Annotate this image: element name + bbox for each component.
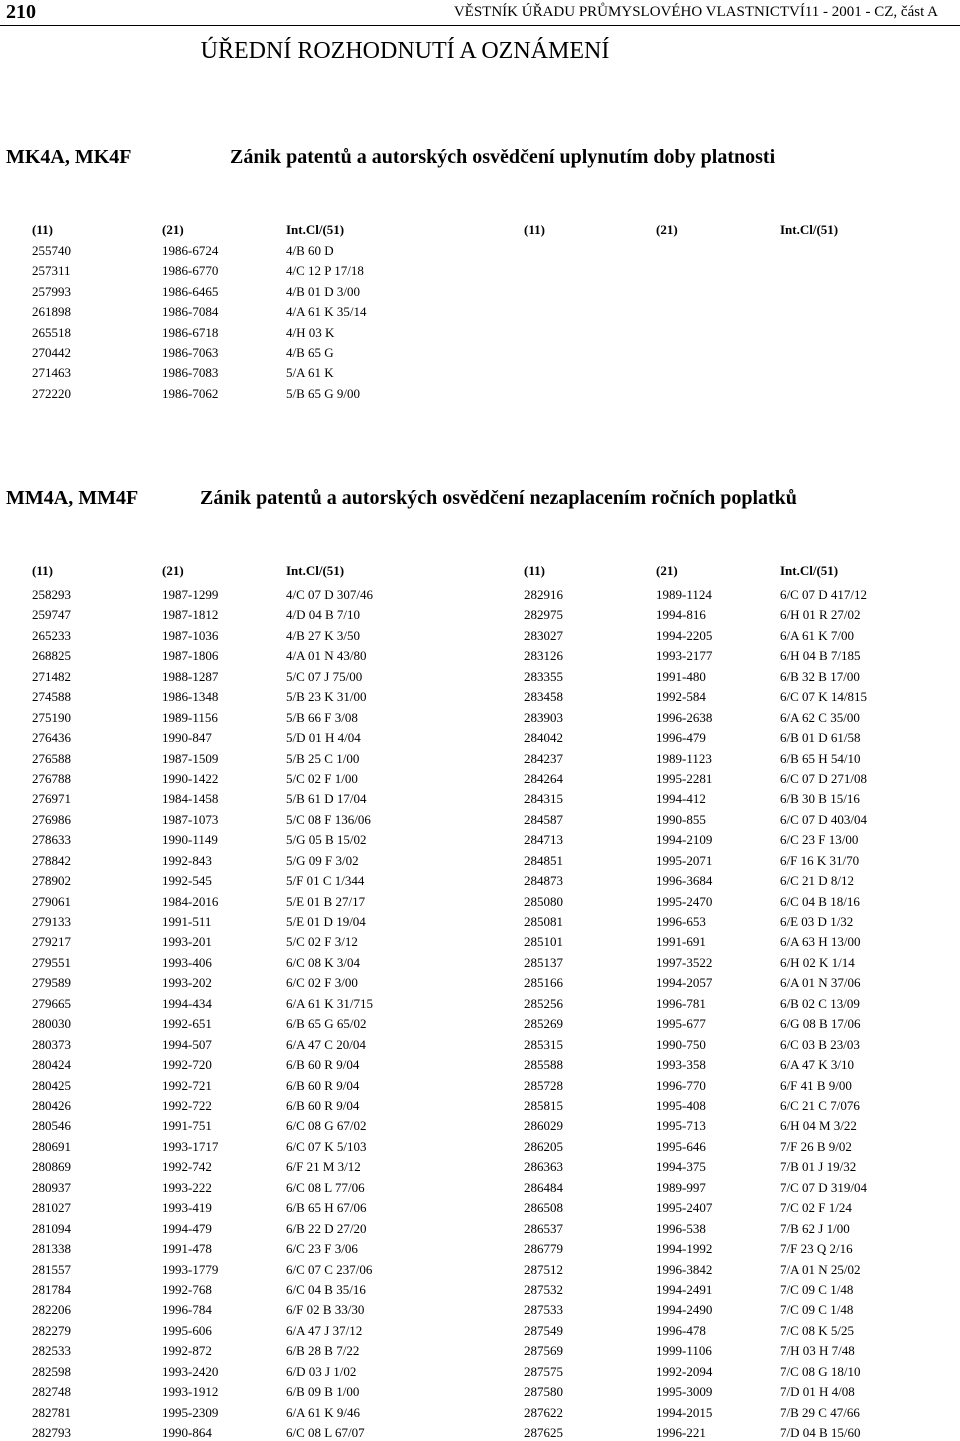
col-header-classification-s2-left: Int.Cl/(51) bbox=[286, 563, 345, 578]
s2-right-classification-cell: 6/H 02 K 1/14 bbox=[780, 954, 855, 970]
s2-right-number-cell: 287533 bbox=[524, 1302, 563, 1318]
s2-right-application-cell: 1994-2490 bbox=[656, 1302, 713, 1318]
s2-right-number-cell: 285081 bbox=[524, 914, 563, 930]
section-2-code: MM4A, MM4F bbox=[6, 487, 139, 509]
s2-left-application-cell: 1993-2420 bbox=[162, 1363, 219, 1379]
s2-right-application-cell: 1995-408 bbox=[656, 1098, 706, 1113]
s2-right-classification-cell: 7/B 62 J 1/00 bbox=[780, 1220, 850, 1236]
s2-left-classification-cell: 5/C 08 F 136/06 bbox=[286, 811, 371, 827]
s2-right-application-cell: 1995-3009 bbox=[656, 1384, 713, 1400]
s2-right-classification-cell: 6/C 21 C 7/076 bbox=[780, 1098, 860, 1113]
s2-left-classification-cell: 6/B 65 G 65/02 bbox=[286, 1016, 367, 1032]
s2-right-classification-cell: 6/F 41 B 9/00 bbox=[780, 1077, 852, 1093]
col-header-number-s1-left: (11) bbox=[32, 222, 53, 237]
s2-left-application-cell: 1993-201 bbox=[162, 934, 212, 950]
s2-left-number-cell: 271482 bbox=[32, 668, 71, 684]
s2-left-classification-cell: 6/B 65 H 67/06 bbox=[286, 1200, 367, 1216]
s2-left-classification-cell: 6/B 28 B 7/22 bbox=[286, 1343, 360, 1359]
s1-left-number-cell: 265518 bbox=[32, 324, 71, 340]
s1-left-application-cell: 1986-7083 bbox=[162, 365, 219, 381]
s1-left-application-cell: 1986-7063 bbox=[162, 345, 219, 360]
s2-right-number-cell: 287622 bbox=[524, 1404, 563, 1420]
s2-left-classification-cell: 5/C 07 J 75/00 bbox=[286, 668, 363, 684]
s2-right-number-cell: 284713 bbox=[524, 832, 563, 848]
s2-left-classification-cell: 6/B 60 R 9/04 bbox=[286, 1098, 360, 1113]
s2-right-number-cell: 283027 bbox=[524, 627, 563, 643]
s2-right-classification-cell: 6/B 02 C 13/09 bbox=[780, 995, 860, 1011]
s2-left-number-cell: 280426 bbox=[32, 1098, 71, 1113]
s2-right-classification-cell: 6/C 04 B 18/16 bbox=[780, 893, 860, 909]
s2-right-number-cell: 285728 bbox=[524, 1077, 563, 1093]
s2-right-classification-cell: 6/A 62 C 35/00 bbox=[780, 709, 860, 725]
s2-left-application-cell: 1990-847 bbox=[162, 730, 212, 746]
s1-left-classification-cell: 4/B 65 G bbox=[286, 345, 334, 360]
s2-right-classification-cell: 6/F 16 K 31/70 bbox=[780, 852, 860, 868]
s2-left-number-cell: 274588 bbox=[32, 689, 71, 705]
s2-left-number-cell: 280373 bbox=[32, 1036, 71, 1052]
s2-left-number-cell: 280546 bbox=[32, 1118, 71, 1134]
s2-left-classification-cell: 6/B 60 R 9/04 bbox=[286, 1077, 360, 1093]
s2-right-classification-cell: 6/B 32 B 17/00 bbox=[780, 668, 860, 684]
section-2-title: Zánik patentů a autorských osvědčení nezaplacením ročních poplatků bbox=[200, 487, 797, 509]
s2-right-number-cell: 286205 bbox=[524, 1138, 563, 1154]
s2-right-classification-cell: 6/A 01 N 37/06 bbox=[780, 975, 861, 991]
s1-left-number-cell: 271463 bbox=[32, 365, 71, 381]
s2-right-number-cell: 286029 bbox=[524, 1118, 563, 1134]
s2-right-number-cell: 285256 bbox=[524, 995, 563, 1011]
s2-right-classification-cell: 7/C 08 G 18/10 bbox=[780, 1363, 861, 1379]
s2-left-classification-cell: 4/A 01 N 43/80 bbox=[286, 648, 367, 664]
s2-left-number-cell: 259747 bbox=[32, 607, 71, 623]
s2-right-number-cell: 283458 bbox=[524, 689, 563, 705]
s2-right-number-cell: 287625 bbox=[524, 1425, 563, 1441]
s2-right-application-cell: 1995-677 bbox=[656, 1016, 706, 1032]
s2-right-application-cell: 1994-2015 bbox=[656, 1404, 713, 1420]
s1-left-classification-cell: 4/H 03 K bbox=[286, 324, 335, 340]
s2-right-application-cell: 1996-479 bbox=[656, 730, 706, 746]
s2-left-number-cell: 280937 bbox=[32, 1179, 71, 1195]
s2-left-number-cell: 282533 bbox=[32, 1343, 71, 1359]
s2-left-classification-cell: 6/C 08 L 77/06 bbox=[286, 1179, 365, 1195]
s2-left-number-cell: 279589 bbox=[32, 975, 71, 991]
s2-left-number-cell: 282279 bbox=[32, 1322, 71, 1338]
s2-left-application-cell: 1991-751 bbox=[162, 1118, 212, 1134]
s2-left-classification-cell: 5/C 02 F 3/12 bbox=[286, 934, 358, 950]
s2-left-application-cell: 1990-864 bbox=[162, 1425, 212, 1441]
s1-left-number-cell: 272220 bbox=[32, 385, 71, 401]
s2-left-application-cell: 1994-507 bbox=[162, 1036, 212, 1052]
s2-right-application-cell: 1997-3522 bbox=[656, 954, 713, 970]
s2-right-classification-cell: 6/C 07 K 14/815 bbox=[780, 689, 868, 705]
s2-right-number-cell: 285269 bbox=[524, 1016, 563, 1032]
s2-left-classification-cell: 6/C 02 F 3/00 bbox=[286, 975, 358, 991]
s2-right-classification-cell: 6/A 63 H 13/00 bbox=[780, 934, 861, 950]
s2-right-classification-cell: 7/F 26 B 9/02 bbox=[780, 1138, 852, 1154]
s2-right-application-cell: 1996-2638 bbox=[656, 709, 713, 725]
s2-right-application-cell: 1996-478 bbox=[656, 1322, 706, 1338]
s2-left-number-cell: 276436 bbox=[32, 730, 71, 746]
s2-left-application-cell: 1987-1073 bbox=[162, 811, 219, 827]
s2-left-application-cell: 1987-1806 bbox=[162, 648, 219, 664]
s2-left-number-cell: 280691 bbox=[32, 1138, 71, 1154]
s2-right-classification-cell: 6/B 65 H 54/10 bbox=[780, 750, 861, 766]
col-header-number-s2-left: (11) bbox=[32, 563, 53, 578]
s2-left-classification-cell: 6/C 07 C 237/06 bbox=[286, 1261, 373, 1277]
s2-right-number-cell: 287549 bbox=[524, 1322, 563, 1338]
s2-left-classification-cell: 6/C 23 F 3/06 bbox=[286, 1241, 358, 1257]
s2-left-classification-cell: 4/D 04 B 7/10 bbox=[286, 607, 361, 623]
s2-right-application-cell: 1994-2057 bbox=[656, 975, 713, 991]
s2-right-number-cell: 282975 bbox=[524, 607, 563, 623]
s2-right-number-cell: 285315 bbox=[524, 1036, 563, 1052]
s2-right-application-cell: 1989-997 bbox=[656, 1179, 706, 1195]
s1-left-application-cell: 1986-6718 bbox=[162, 324, 219, 340]
s2-right-number-cell: 285166 bbox=[524, 975, 563, 991]
s2-right-classification-cell: 6/G 08 B 17/06 bbox=[780, 1016, 861, 1032]
s1-left-classification-cell: 4/B 01 D 3/00 bbox=[286, 283, 361, 299]
s1-left-application-cell: 1986-6770 bbox=[162, 263, 219, 279]
s2-left-application-cell: 1992-545 bbox=[162, 873, 212, 889]
s1-left-classification-cell: 4/B 60 D bbox=[286, 243, 334, 258]
s2-left-classification-cell: 6/B 22 D 27/20 bbox=[286, 1220, 367, 1236]
s2-right-classification-cell: 7/B 29 C 47/66 bbox=[780, 1404, 860, 1420]
col-header-classification-s1-left: Int.Cl/(51) bbox=[286, 222, 345, 237]
s2-right-number-cell: 286779 bbox=[524, 1241, 563, 1257]
s2-left-application-cell: 1993-222 bbox=[162, 1179, 212, 1195]
s1-left-classification-cell: 5/B 65 G 9/00 bbox=[286, 385, 361, 401]
s2-right-number-cell: 286537 bbox=[524, 1220, 563, 1236]
s2-left-application-cell: 1994-434 bbox=[162, 995, 212, 1011]
col-header-number-s1-right: (11) bbox=[524, 222, 545, 237]
s2-left-classification-cell: 6/A 47 C 20/04 bbox=[286, 1036, 366, 1052]
s2-right-classification-cell: 6/C 07 D 271/08 bbox=[780, 770, 868, 786]
s2-right-number-cell: 284264 bbox=[524, 770, 563, 786]
s2-left-number-cell: 278842 bbox=[32, 852, 71, 868]
s2-left-classification-cell: 6/C 08 L 67/07 bbox=[286, 1425, 365, 1441]
s1-left-application-cell: 1986-6465 bbox=[162, 283, 219, 299]
s2-left-application-cell: 1993-202 bbox=[162, 975, 212, 991]
s2-left-application-cell: 1992-872 bbox=[162, 1343, 212, 1359]
s2-left-classification-cell: 6/A 47 J 37/12 bbox=[286, 1322, 363, 1338]
s2-left-classification-cell: 6/C 08 K 3/04 bbox=[286, 954, 361, 970]
s2-left-classification-cell: 5/D 01 H 4/04 bbox=[286, 730, 361, 746]
s2-right-application-cell: 1999-1106 bbox=[656, 1343, 712, 1359]
s2-left-number-cell: 282598 bbox=[32, 1363, 71, 1379]
col-header-classification-s2-right: Int.Cl/(51) bbox=[780, 563, 839, 578]
s2-left-number-cell: 265233 bbox=[32, 627, 71, 643]
s2-right-number-cell: 285080 bbox=[524, 893, 563, 909]
s2-left-application-cell: 1992-722 bbox=[162, 1098, 212, 1113]
s2-right-number-cell: 285101 bbox=[524, 934, 563, 950]
s2-right-classification-cell: 7/F 23 Q 2/16 bbox=[780, 1241, 853, 1257]
s2-right-number-cell: 283355 bbox=[524, 668, 563, 684]
s2-left-number-cell: 278633 bbox=[32, 832, 71, 848]
s2-left-application-cell: 1986-1348 bbox=[162, 689, 219, 705]
s2-left-application-cell: 1984-2016 bbox=[162, 893, 219, 909]
s2-left-number-cell: 258293 bbox=[32, 587, 71, 602]
s2-left-number-cell: 282748 bbox=[32, 1384, 71, 1400]
s2-left-classification-cell: 6/B 09 B 1/00 bbox=[286, 1384, 360, 1400]
s2-left-classification-cell: 6/A 61 K 9/46 bbox=[286, 1404, 361, 1420]
s2-right-application-cell: 1996-221 bbox=[656, 1425, 706, 1441]
s1-left-number-cell: 270442 bbox=[32, 345, 71, 360]
s2-left-application-cell: 1990-1422 bbox=[162, 770, 219, 786]
s1-left-classification-cell: 4/C 12 P 17/18 bbox=[286, 263, 364, 279]
s2-right-application-cell: 1994-2205 bbox=[656, 627, 713, 643]
s2-right-classification-cell: 7/C 09 C 1/48 bbox=[780, 1281, 854, 1297]
s2-right-application-cell: 1993-2177 bbox=[656, 648, 713, 664]
s2-right-application-cell: 1989-1123 bbox=[656, 750, 712, 766]
s2-right-application-cell: 1995-2281 bbox=[656, 770, 713, 786]
s2-right-classification-cell: 7/D 01 H 4/08 bbox=[780, 1384, 855, 1400]
s2-left-application-cell: 1995-606 bbox=[162, 1322, 212, 1338]
s2-left-application-cell: 1992-843 bbox=[162, 852, 212, 868]
s1-left-number-cell: 257311 bbox=[32, 263, 71, 279]
s2-right-classification-cell: 6/C 07 D 403/04 bbox=[780, 811, 868, 827]
s2-left-application-cell: 1984-1458 bbox=[162, 791, 219, 807]
s2-left-application-cell: 1993-1717 bbox=[162, 1138, 219, 1154]
s2-left-number-cell: 279665 bbox=[32, 995, 71, 1011]
s2-right-number-cell: 287532 bbox=[524, 1281, 563, 1297]
page-header bbox=[0, 0, 960, 24]
s2-right-classification-cell: 6/H 01 R 27/02 bbox=[780, 607, 861, 623]
s2-right-application-cell: 1992-2094 bbox=[656, 1363, 713, 1379]
s2-left-number-cell: 279217 bbox=[32, 934, 71, 950]
s2-left-application-cell: 1987-1036 bbox=[162, 627, 219, 643]
s2-left-number-cell: 282781 bbox=[32, 1404, 71, 1420]
page-number: 210 bbox=[6, 1, 36, 23]
s2-left-number-cell: 275190 bbox=[32, 709, 71, 725]
col-header-application-s2-right: (21) bbox=[656, 563, 678, 578]
s2-right-application-cell: 1996-781 bbox=[656, 995, 706, 1011]
s2-right-application-cell: 1994-412 bbox=[656, 791, 706, 807]
s2-right-classification-cell: 7/C 07 D 319/04 bbox=[780, 1179, 868, 1195]
s2-left-application-cell: 1990-1149 bbox=[162, 832, 218, 848]
s2-right-number-cell: 286508 bbox=[524, 1200, 563, 1216]
s2-right-number-cell: 284873 bbox=[524, 873, 563, 889]
s2-right-number-cell: 287569 bbox=[524, 1343, 563, 1359]
s2-left-application-cell: 1987-1509 bbox=[162, 750, 219, 766]
s2-right-classification-cell: 6/H 04 B 7/185 bbox=[780, 648, 861, 664]
s2-left-number-cell: 276588 bbox=[32, 750, 71, 766]
s1-left-number-cell: 257993 bbox=[32, 283, 71, 299]
s2-right-number-cell: 284851 bbox=[524, 852, 563, 868]
col-header-application-s2-left: (21) bbox=[162, 563, 184, 578]
s2-left-application-cell: 1987-1299 bbox=[162, 587, 219, 602]
s2-right-application-cell: 1994-1992 bbox=[656, 1241, 713, 1257]
s2-right-number-cell: 284315 bbox=[524, 791, 563, 807]
s2-right-number-cell: 284237 bbox=[524, 750, 563, 766]
s2-right-classification-cell: 6/B 01 D 61/58 bbox=[780, 730, 861, 746]
s2-left-number-cell: 276986 bbox=[32, 811, 71, 827]
s2-right-number-cell: 287512 bbox=[524, 1261, 563, 1277]
s2-left-application-cell: 1993-1779 bbox=[162, 1261, 219, 1277]
s2-right-classification-cell: 6/B 30 B 15/16 bbox=[780, 791, 860, 807]
s2-right-classification-cell: 7/C 09 C 1/48 bbox=[780, 1302, 854, 1318]
s2-right-application-cell: 1994-2491 bbox=[656, 1281, 713, 1297]
s2-right-number-cell: 287580 bbox=[524, 1384, 563, 1400]
s2-left-application-cell: 1993-419 bbox=[162, 1200, 212, 1216]
s2-right-application-cell: 1996-3684 bbox=[656, 873, 713, 889]
s2-right-number-cell: 287575 bbox=[524, 1363, 563, 1379]
s2-left-application-cell: 1992-651 bbox=[162, 1016, 212, 1032]
s2-left-application-cell: 1987-1812 bbox=[162, 607, 219, 623]
s2-left-number-cell: 276971 bbox=[32, 791, 71, 807]
s2-left-number-cell: 280030 bbox=[32, 1016, 71, 1032]
s2-right-classification-cell: 7/B 01 J 19/32 bbox=[780, 1159, 857, 1175]
s2-left-classification-cell: 5/B 23 K 31/00 bbox=[286, 689, 367, 705]
s2-right-application-cell: 1994-375 bbox=[656, 1159, 706, 1175]
s2-right-application-cell: 1995-713 bbox=[656, 1118, 706, 1134]
s2-left-classification-cell: 6/D 03 J 1/02 bbox=[286, 1363, 357, 1379]
s2-left-application-cell: 1996-784 bbox=[162, 1302, 212, 1318]
s2-right-application-cell: 1995-646 bbox=[656, 1138, 706, 1154]
s2-right-number-cell: 285815 bbox=[524, 1098, 563, 1113]
s2-left-number-cell: 268825 bbox=[32, 648, 71, 664]
s2-right-classification-cell: 6/C 07 D 417/12 bbox=[780, 587, 868, 602]
s2-right-application-cell: 1992-584 bbox=[656, 689, 706, 705]
s2-left-number-cell: 281094 bbox=[32, 1220, 71, 1236]
s2-left-application-cell: 1995-2309 bbox=[162, 1404, 219, 1420]
s2-left-classification-cell: 5/G 05 B 15/02 bbox=[286, 832, 367, 848]
s2-right-classification-cell: 7/H 03 H 7/48 bbox=[780, 1343, 855, 1359]
s2-left-application-cell: 1993-406 bbox=[162, 954, 212, 970]
s2-right-number-cell: 285588 bbox=[524, 1057, 563, 1073]
s2-right-classification-cell: 6/H 04 M 3/22 bbox=[780, 1118, 857, 1134]
s2-right-classification-cell: 6/C 03 B 23/03 bbox=[780, 1036, 860, 1052]
s2-right-classification-cell: 6/A 61 K 7/00 bbox=[780, 627, 855, 643]
s2-left-classification-cell: 5/E 01 D 19/04 bbox=[286, 914, 366, 930]
s1-left-number-cell: 261898 bbox=[32, 304, 71, 320]
s2-left-application-cell: 1988-1287 bbox=[162, 668, 219, 684]
s2-right-application-cell: 1993-358 bbox=[656, 1057, 706, 1073]
s2-left-number-cell: 279133 bbox=[32, 914, 71, 930]
col-header-application-s1-left: (21) bbox=[162, 222, 184, 237]
s2-left-number-cell: 279551 bbox=[32, 954, 71, 970]
s2-left-application-cell: 1989-1156 bbox=[162, 709, 218, 725]
s1-left-application-cell: 1986-6724 bbox=[162, 243, 219, 258]
s2-left-application-cell: 1991-511 bbox=[162, 914, 212, 930]
s2-left-classification-cell: 6/B 60 R 9/04 bbox=[286, 1057, 360, 1073]
s2-left-classification-cell: 6/A 61 K 31/715 bbox=[286, 995, 374, 1011]
s1-left-classification-cell: 4/A 61 K 35/14 bbox=[286, 304, 367, 320]
s2-left-classification-cell: 5/F 01 C 1/344 bbox=[286, 873, 365, 889]
s2-right-application-cell: 1989-1124 bbox=[656, 587, 712, 602]
s2-left-number-cell: 281338 bbox=[32, 1241, 71, 1257]
s2-left-application-cell: 1994-479 bbox=[162, 1220, 212, 1236]
s2-left-number-cell: 281557 bbox=[32, 1261, 71, 1277]
col-header-number-s2-right: (11) bbox=[524, 563, 545, 578]
col-header-classification-s1-right: Int.Cl/(51) bbox=[780, 222, 839, 237]
s2-right-number-cell: 286484 bbox=[524, 1179, 563, 1195]
s2-right-classification-cell: 6/C 23 F 13/00 bbox=[780, 832, 859, 848]
s2-left-classification-cell: 5/G 09 F 3/02 bbox=[286, 852, 359, 868]
main-title: ÚŘEDNÍ ROZHODNUTÍ A OZNÁMENÍ bbox=[200, 38, 610, 64]
s2-right-application-cell: 1995-2407 bbox=[656, 1200, 713, 1216]
s2-left-number-cell: 282206 bbox=[32, 1302, 71, 1318]
s2-right-classification-cell: 6/A 47 K 3/10 bbox=[780, 1057, 855, 1073]
s2-right-application-cell: 1990-750 bbox=[656, 1036, 706, 1052]
s2-right-classification-cell: 6/E 03 D 1/32 bbox=[780, 914, 854, 930]
s2-right-number-cell: 286363 bbox=[524, 1159, 563, 1175]
s2-left-classification-cell: 5/C 02 F 1/00 bbox=[286, 770, 358, 786]
s2-left-classification-cell: 5/E 01 B 27/17 bbox=[286, 893, 366, 909]
s2-left-number-cell: 281027 bbox=[32, 1200, 71, 1216]
s2-right-application-cell: 1996-653 bbox=[656, 914, 706, 930]
s2-left-number-cell: 280425 bbox=[32, 1077, 71, 1093]
s2-left-classification-cell: 5/B 25 C 1/00 bbox=[286, 750, 360, 766]
header-rule bbox=[0, 25, 960, 26]
s2-right-application-cell: 1990-855 bbox=[656, 811, 706, 827]
publication-title: VĚSTNÍK ÚŘADU PRŮMYSLOVÉHO VLASTNICTVÍ11 - 2001 - CZ, část A bbox=[453, 4, 938, 20]
s2-left-number-cell: 280424 bbox=[32, 1057, 71, 1073]
s1-left-number-cell: 255740 bbox=[32, 243, 71, 258]
s2-left-number-cell: 282793 bbox=[32, 1425, 71, 1441]
s2-right-application-cell: 1991-480 bbox=[656, 668, 706, 684]
s2-right-number-cell: 283903 bbox=[524, 709, 563, 725]
s2-right-number-cell: 283126 bbox=[524, 648, 563, 664]
s2-left-number-cell: 280869 bbox=[32, 1159, 71, 1175]
section-1-title: Zánik patentů a autorských osvědčení uplynutím doby platnosti bbox=[230, 146, 776, 168]
s2-right-application-cell: 1991-691 bbox=[656, 934, 706, 950]
s2-left-number-cell: 281784 bbox=[32, 1281, 71, 1297]
s2-left-classification-cell: 4/B 27 K 3/50 bbox=[286, 627, 361, 643]
s2-left-classification-cell: 6/F 21 M 3/12 bbox=[286, 1159, 361, 1175]
s2-right-number-cell: 282916 bbox=[524, 587, 563, 602]
s2-right-classification-cell: 7/C 02 F 1/24 bbox=[780, 1200, 852, 1216]
s2-right-application-cell: 1995-2470 bbox=[656, 893, 713, 909]
s2-left-classification-cell: 6/C 08 G 67/02 bbox=[286, 1118, 367, 1134]
s1-left-application-cell: 1986-7084 bbox=[162, 304, 219, 320]
s2-right-application-cell: 1994-816 bbox=[656, 607, 706, 623]
s2-left-number-cell: 278902 bbox=[32, 873, 71, 889]
s2-left-classification-cell: 6/C 04 B 35/16 bbox=[286, 1281, 366, 1297]
section-1-code: MK4A, MK4F bbox=[6, 146, 132, 168]
s2-left-application-cell: 1992-721 bbox=[162, 1077, 212, 1093]
s2-right-application-cell: 1996-3842 bbox=[656, 1261, 713, 1277]
s2-left-number-cell: 276788 bbox=[32, 770, 71, 786]
s2-left-application-cell: 1992-742 bbox=[162, 1159, 212, 1175]
s2-right-number-cell: 284587 bbox=[524, 811, 563, 827]
s2-left-classification-cell: 6/F 02 B 33/30 bbox=[286, 1302, 365, 1318]
col-header-application-s1-right: (21) bbox=[656, 222, 678, 237]
s2-left-classification-cell: 4/C 07 D 307/46 bbox=[286, 587, 374, 602]
s2-left-application-cell: 1991-478 bbox=[162, 1241, 212, 1257]
s2-right-application-cell: 1996-770 bbox=[656, 1077, 706, 1093]
s2-right-classification-cell: 7/A 01 N 25/02 bbox=[780, 1261, 861, 1277]
s2-right-classification-cell: 7/C 08 K 5/25 bbox=[780, 1322, 855, 1338]
s2-right-classification-cell: 7/D 04 B 15/60 bbox=[780, 1425, 861, 1441]
s1-left-application-cell: 1986-7062 bbox=[162, 385, 219, 401]
s2-right-number-cell: 285137 bbox=[524, 954, 563, 970]
s1-left-classification-cell: 5/A 61 K bbox=[286, 365, 334, 381]
s2-left-application-cell: 1993-1912 bbox=[162, 1384, 219, 1400]
s2-left-classification-cell: 6/C 07 K 5/103 bbox=[286, 1138, 367, 1154]
s2-left-classification-cell: 5/B 61 D 17/04 bbox=[286, 791, 367, 807]
s2-right-number-cell: 284042 bbox=[524, 730, 563, 746]
s2-right-classification-cell: 6/C 21 D 8/12 bbox=[780, 873, 855, 889]
s2-left-number-cell: 279061 bbox=[32, 893, 71, 909]
s2-left-classification-cell: 5/B 66 F 3/08 bbox=[286, 709, 358, 725]
s2-left-application-cell: 1992-768 bbox=[162, 1281, 212, 1297]
s2-left-application-cell: 1992-720 bbox=[162, 1057, 212, 1073]
s2-right-application-cell: 1996-538 bbox=[656, 1220, 706, 1236]
s2-right-application-cell: 1995-2071 bbox=[656, 852, 713, 868]
s2-right-application-cell: 1994-2109 bbox=[656, 832, 713, 848]
